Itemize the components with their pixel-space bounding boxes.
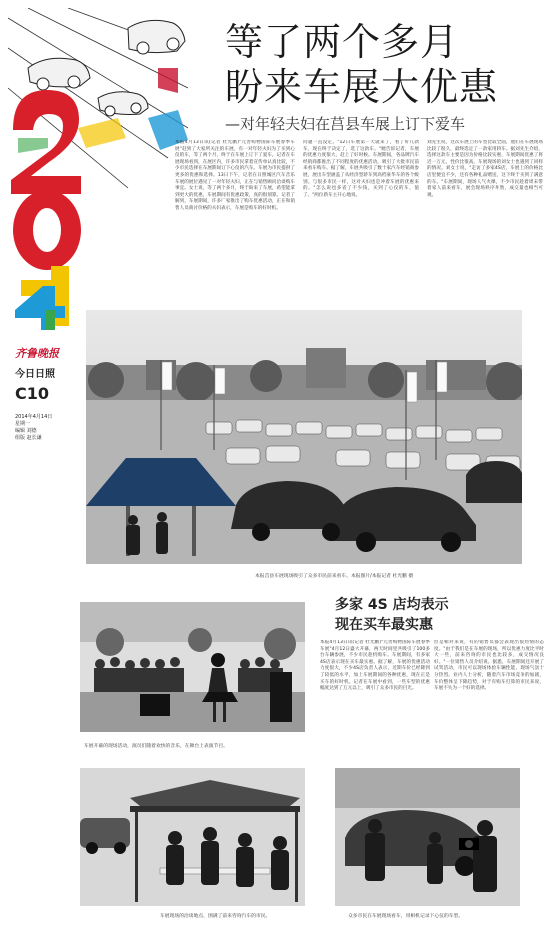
year-graphic (5, 10, 85, 330)
issue-date: 2014年4月14日 (15, 414, 53, 420)
story1-column-1: 本报4月13日讯(记者 杜光鹏)"元善购物国际车展春季车展"赶到了大家所关注的车展，有一对年轻夫妇为了买到心仪的车，等了两个月，终于在车展上订下了爱车。记者在车展现场看到，在展区内，许多市民拿着宣传单认真比较，不少市民选择在车展期间订下心仪的汽车。车展为市民提供了更多的优惠和选择。13日下午，记者在日照城区汽车音乐车展的展位遇见了一对年轻夫妇，正在与销售顾问洽谈购车事宜。女士说，等了两个多月，终于盼来了车展，希望能拿到更大的优惠，车展期间有优惠政策，真的很划算。记者了解到，车展期间，许多厂家推出了购车优惠活动，正在和销售人员商讨价格的夫妇表示，车展是购车的好时机。 (175, 140, 295, 211)
stage-photo (80, 602, 305, 732)
main-photo-caption: 本报莒县车展现场吸引了众多市民前来看车。本报图片/本报记者 杜光鹏 摄 (255, 574, 414, 579)
tent-photo (80, 768, 305, 906)
story2-column-2: 但是相对来说，有的销售员都会表现出很热情的态度。"由于我们是在车展的现场，所以优惠力度比平时大一些，前来咨询的市民也比较多，成交情况良好。"一位销售人员介绍说。据悉，车展期间还开展了试驾活动，市民可以现场体验车辆性能，现场气氛十分热烈。业内人士分析，随着汽车市场竞争的加剧，车价整体呈下降趋势，对于有购车打算的市民来说，车展不失为一个好的选择。 (434, 640, 544, 692)
design-credit: 组版 赵长谦 (15, 435, 42, 441)
editor-credit: 编辑 刘德 (15, 428, 37, 434)
tent-photo-caption: 车展现场的洽谈地点，围满了前来咨询汽车的市民。 (160, 914, 271, 919)
story1-column-2: 问题一直没定。"12日车展第一天就来了，看了好几款车，现在终于决定了，选了这款车。"她告诉记者，车展的优惠力度很大，赶上了好时候。车展期间，各品牌汽车经销商都推出了不同程度的优惠活动，吸引了大批市民前来看车购车。据了解，车展共吸引了数十家汽车经销商参展，展出车型涵盖了从经济型轿车到高档豪华车的各个级别。与很多市民一样，这对夫妇也是冲着车展的优惠来的。"怎么说也多省了不少钱，买到了心仪的车，值了。"两位新车主开心地说。 (303, 140, 419, 198)
headline-line-2: 盼来车展大优惠 (225, 65, 499, 109)
story1-column-3: 刘先生说，这次车展上的车型比较全面，他们在车展现场比较了很久，最终选定了一款家用轿车。据刘先生介绍，选择这款车主要是因为价格比较实惠，车展期间优惠了将近一万元，性价比很高。车展现场的刘女士也遇到了同样的情况。刘女士说，"走访了多家4S店，车展上的价格比店里便宜不少，还有各种礼品赠送，这下终于买到了满意的车。"车展期间，现场人气火爆，不少市民趁着周末带着家人前来看车，展会现场秩序井然，成交量也相当可观。 (427, 140, 543, 198)
car-photo (335, 768, 520, 906)
page-number: C10 (15, 384, 50, 403)
stage-photo-caption: 车展开幕的现场活动，演员们随着欢快的音乐，在舞台上表演节目。 (84, 744, 228, 749)
headline-line-1: 等了两个多月 (225, 20, 460, 64)
car-photo-caption: 众多市民在车展现场看车，用相机记录下心仪的车型。 (348, 914, 464, 919)
masthead (15, 345, 85, 441)
edition-name: 今日日照 (15, 369, 55, 380)
story2-column-1: 本报4月13日讯(记者 杜光鹏)"元善购物国际车展春季车展"4月12日盛大开幕，两天时间里共吸引了100多台车辆参展，不少市民趁机购车。车展期间，有多家4S店表示现在买车最实惠。据了解，车展的优惠活动力度很大，不少4S店负责人表示，近期车价已经降到了较低的水平，加上车展期间的各种优惠，现在正是买车的好时机。记者在车展中看到，一些车型的优惠幅度达到了万元以上，吸引了众多市民的目光。 (320, 640, 430, 692)
paper-logo: 齐鲁晚报 (15, 347, 59, 360)
issue-weekday: 星期一 (15, 421, 31, 427)
headline-subtitle: —对年轻夫妇在莒县车展上订下爱车 (225, 115, 466, 133)
story2-heading-2: 现在买车最实惠 (335, 617, 433, 633)
story2-heading-1: 多家 4S 店均表示 (335, 597, 449, 613)
main-photo-car-show (86, 310, 522, 564)
